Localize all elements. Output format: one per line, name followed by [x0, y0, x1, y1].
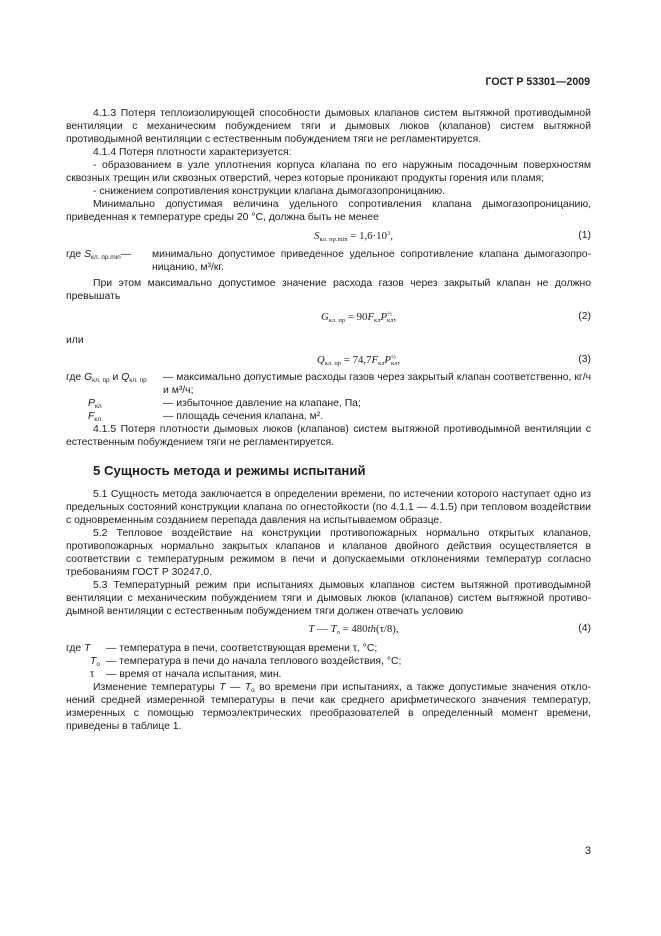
- formula-4: T — $T_о = 480th(\tau/8)$, (4): [66, 620, 591, 638]
- paragraph-5-3: 5.3 Температурный режим при испытаниях дымовых клапанов систем вытяжной противодымной вентиляции с механическим побуждением тяги и дымовых люков (клапанов) систем вытяжной противодымной вентиляции с естественным побуждением тяги должен отвечать условию: [66, 580, 591, 617]
- paragraph-5-2: 5.2 Тепловое воздействие на конструкции противопожарных нормально открытых клапанов, противопожарных нормально закрытых клапанов и клапанов двойного действия осуществляется в соответствии с температурным режимом в печи и допускаемыми отклонениями температур согласно требованиям ГОСТ Р 30247.0.: [66, 528, 591, 578]
- paragraph-5-1: 5.1 Сущность метода заключается в определении времени, по истечении которого наступает одно из предельных состояний конструкции клапана по огнестойкости (по 4.1.1 — 4.1.5) при тепловом воздействии с одновременным созданием перепада давления на испытываемом образце.: [66, 489, 591, 526]
- paragraph-4-1-4-item-b: - снижением сопротивления конструкции клапана дымогазопроницанию.: [93, 186, 446, 197]
- formula-2: $G_{кл. пр} = 90F_{кл}P^{\frac{1}{2}}_{кл}$, (2): [66, 308, 591, 326]
- conjunction-or: или: [66, 335, 84, 346]
- where-3-initial-temp: — температура в печи до начала теплового воздействия, °С;: [106, 656, 402, 667]
- formula-3-number: (3): [578, 354, 591, 365]
- where-3-furnace-temp: — температура в печи, соответствующая времени τ, °С;: [106, 643, 378, 654]
- formula-2-number: (2): [578, 311, 591, 322]
- paragraph-4-1-4-item-a: - образованием в узле уплотнения корпуса клапана по его наружным посадочным поверхностям сквозных трещин или сквозных отверстий, через которые проникают продукты горения или пламя;: [66, 160, 591, 184]
- paragraph-min-resistance: Минимально допустимая величина удельного сопротивления клапана дымогазопроницанию, приведенная к температуре среды 20 °С, должна быть не менее: [66, 199, 591, 223]
- page-number: 3: [584, 845, 591, 857]
- formula-1-number: (1): [578, 230, 591, 241]
- formula-4-number: (4): [578, 623, 591, 634]
- paragraph-4-1-4: 4.1.4 Потеря плотности характеризуется:: [93, 147, 292, 158]
- paragraph-max-flow: При этом максимально допустимое значение расхода газов через закрытый клапан не должно превышать: [66, 278, 591, 302]
- where-block-2: где $G_{кл. пр}$ и $Q_{кл. пр}$ — максимально допустимые расходы газов через закрытый клапан соответственно, кг/ч и м³/ч; $P_{кл}$ — избыточное давление на клапане, Па; $F_{кл}$ — площадь сечения клапана, м².: [66, 372, 591, 423]
- formula-1: $S_{кл. пр.min} = 1,6\cdot 10^3$, (1): [66, 227, 591, 245]
- document-body: [66, 107, 591, 733]
- where-block-3: где T — температура в печи, соответствующая времени τ, °С; $T_о$ — температура в печи до начала теплового воздействия, °С; τ — время от начала испытания, мин.: [66, 642, 591, 681]
- paragraph-4-1-5: 4.1.5 Потеря плотности дымовых люков (клапанов) систем вытяжной противодымной вентиляции с естественным побуждением тяги не регламентируется.: [66, 424, 591, 448]
- where-2-pressure: — избыточное давление на клапане, Па;: [163, 398, 361, 409]
- where-2-area: — площадь сечения клапана, м².: [163, 411, 324, 422]
- where-block-1: где $S_{кл. пр.min}—$ минимально допустимое приведенное удельное сопротивление клапана дымогазопроницанию, м³/кг.: [66, 249, 591, 273]
- paragraph-4-1-3: 4.1.3 Потеря теплоизолирующей способности дымовых клапанов систем вытяжной противодымной вентиляции с механическим побуждением тяги и дымовых люков (клапанов) систем вытяжной противодымной вентиляции с естественным побуждением тяги не регламентируется.: [66, 108, 591, 145]
- where-3-time: — время от начала испытания, мин.: [106, 669, 282, 680]
- formula-3: $Q_{кл. пр} = 74,7F_{кл}P^{\frac{1}{2}}_{кл}$, (3): [66, 351, 591, 369]
- where-2-flow: — максимально допустимые расходы газов через закрытый клапан соответственно, кг/ч и м³/ч;: [163, 372, 591, 396]
- paragraph-temperature-change: Изменение температуры T — $T_о$ во времени при испытаниях, а также допустимые значения отклонений средней измеренной температуры в печи как среднего арифметического значения температур, измеренных с помощью термоэлектрических преобразователей в определенный момент времени, приведены в таблице 1.: [66, 682, 591, 732]
- where-1-description: минимально допустимое приведенное удельное сопротивление клапана дымогазопроницанию, м³/кг.: [152, 249, 591, 273]
- standard-header: ГОСТ Р 53301—2009: [485, 76, 590, 88]
- section-5-heading: 5 Сущность метода и режимы испытаний: [93, 463, 366, 478]
